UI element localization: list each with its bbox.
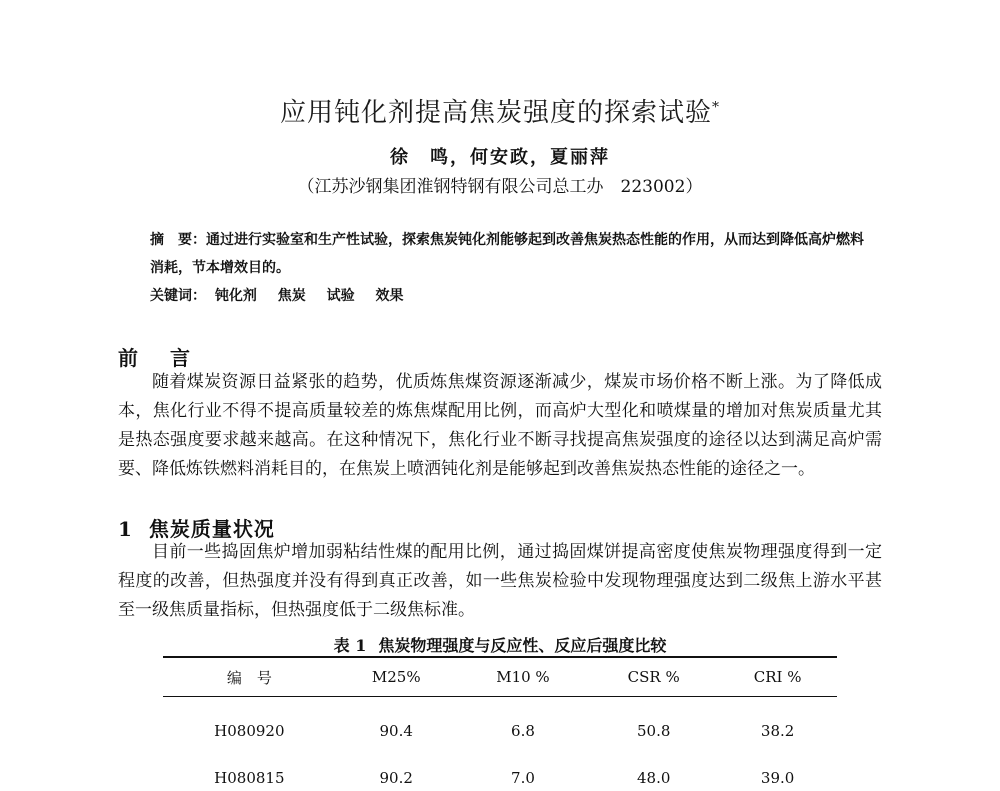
abstract-label: 摘 要： [150, 232, 206, 248]
table-cell: H080920 [214, 722, 285, 740]
abstract-text: 通过进行实验室和生产性试验，探索焦炭钝化剂能够起到改善焦炭热态性能的作用，从而达到降低高炉燃料消耗，节本增效目的。 [150, 232, 864, 276]
keyword-item: 效果 [375, 288, 404, 304]
section-paragraph-coke-quality: 目前一些捣固焦炉增加弱粘结性煤的配用比例，通过捣固煤饼提高密度使焦炭物理强度得到一定程度的改善，但热强度并没有得到真正改善，如一些焦炭检验中发现物理强度达到二级焦上游水平甚至一级焦质量指标，但热强度低于二级焦标准。 [118, 542, 882, 620]
table-header-row [163, 657, 837, 697]
keyword-item: 钝化剂 [214, 288, 257, 304]
table-cell: 6.8 [511, 722, 535, 740]
table-cell: 39.0 [760, 769, 795, 787]
section-number: 1 [118, 517, 133, 541]
table-cell: 38.2 [760, 722, 795, 740]
paper-title-text: 应用钝化剂提高焦炭强度的探索试验 [279, 98, 712, 128]
table-header-cell: CSR % [589, 657, 718, 697]
table-cell: 48.0 [637, 769, 671, 787]
keyword-item: 试验 [326, 288, 355, 304]
table-cell: 90.4 [379, 722, 413, 740]
table-header-cell: CRI % [718, 657, 837, 697]
keyword-item: 焦炭 [277, 288, 306, 304]
keywords [150, 285, 870, 305]
table-header-cell: 编 号 [163, 657, 336, 697]
table-row [163, 744, 837, 791]
coke-strength-table [163, 656, 837, 791]
table-cell: 50.8 [637, 722, 671, 740]
table-cell: H080815 [214, 769, 285, 787]
table-caption-number: 表 1 [333, 636, 367, 655]
section-heading-text: 焦炭质量状况 [148, 517, 275, 541]
paper-affiliation: （江苏沙钢集团淮钢特钢有限公司总工办 223002） [297, 177, 703, 197]
table-header-cell: M25% [336, 657, 457, 697]
paper-title [0, 92, 1000, 129]
section-paragraph-preface: 随着煤炭资源日益紧张的趋势，优质炼焦煤资源逐渐减少，煤炭市场价格不断上涨。为了降低成本，焦化行业不得不提高质量较差的炼焦煤配用比例，而高炉大型化和喷煤量的增加对焦炭质量尤其是热态强度要求越来越高。在这种情况下，焦化行业不断寻找提高焦炭强度的途径以达到满足高炉需要、降低炼铁燃料消耗目的，在焦炭上喷洒钝化剂是能够起到改善焦炭热态性能的途径之一。 [118, 372, 882, 479]
section-heading-preface: 前 言 [118, 346, 196, 370]
table-caption-text: 焦炭物理强度与反应性、反应后强度比较 [378, 636, 667, 655]
table-row [163, 697, 837, 745]
table-caption [0, 633, 1000, 656]
paper-authors: 徐 鸣，何安政，夏丽萍 [390, 147, 610, 168]
title-footnote-mark: * [712, 99, 720, 116]
abstract [150, 226, 870, 282]
keywords-label: 关键词： [150, 288, 206, 304]
table-cell: 7.0 [511, 769, 535, 787]
table-header-cell: M10 % [457, 657, 589, 697]
table-cell: 90.2 [379, 769, 413, 787]
